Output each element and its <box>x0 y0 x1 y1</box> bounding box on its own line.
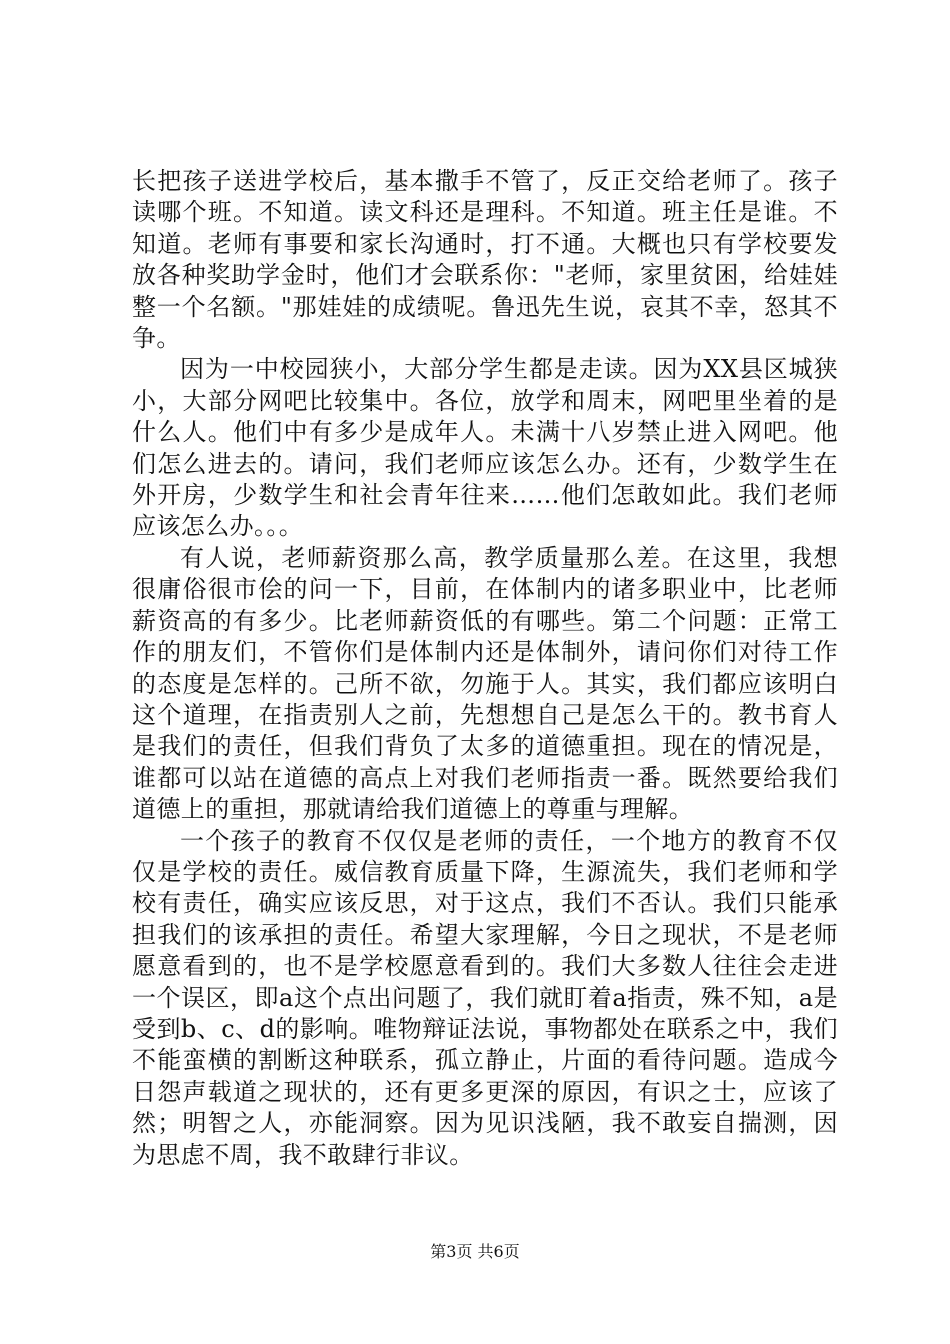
paragraph-4: 一个孩子的教育不仅仅是老师的责任，一个地方的教育不仅仅是学校的责任。威信教育质量下降，生源流失，我们老师和学校有责任，确实应该反思，对于这点，我们不否认。我们只能承担我们的该承担的责任。希望大家理解，今日之现状，不是老师愿意看到的，也不是学校愿意看到的。我们大多数人往往会走进一个误区，即a这个点出问题了，我们就盯着a指责，殊不知，a是受到b、c、d的影响。唯物辩证法说，事物都处在联系之中，我们不能蛮横的割断这种联系，孤立静止，片面的看待问题。造成今日怨声载道之现状的，还有更多更深的原因，有识之士，应该了然；明智之人，亦能洞察。因为见识浅陋，我不敢妄自揣测，因为思虑不周，我不敢肆行非议。 <box>132 826 838 1169</box>
paragraph-3: 有人说，老师薪资那么高，教学质量那么差。在这里，我想很庸俗很市侩的问一下，目前，在体制内的诸多职业中，比老师薪资高的有多少。比老师薪资低的有哪些。第二个问题：正常工作的朋友们，不管你们是体制内还是体制外，请问你们对待工作的态度是怎样的。己所不欲，勿施于人。其实，我们都应该明白这个道理，在指责别人之前，先想想自己是怎么干的。教书育人是我们的责任，但我们背负了太多的道德重担。现在的情况是，谁都可以站在道德的高点上对我们老师指责一番。既然要给我们道德上的重担，那就请给我们道德上的尊重与理解。 <box>132 543 838 824</box>
paragraph-1: 长把孩子送进学校后，基本撒手不管了，反正交给老师了。孩子读哪个班。不知道。读文科还是理科。不知道。班主任是谁。不知道。老师有事要和家长沟通时，打不通。大概也只有学校要发放各种奖助学金时，他们才会联系你："老师，家里贫困，给娃娃整一个名额。"那娃娃的成绩呢。鲁迅先生说，哀其不幸，怒其不争。 <box>132 167 838 353</box>
document-body <box>132 166 838 1171</box>
page-number-footer: 第3页 共6页 <box>430 1242 520 1261</box>
paragraph-2: 因为一中校园狭小，大部分学生都是走读。因为XX县区城狭小，大部分网吧比较集中。各位，放学和周末，网吧里坐着的是什么人。他们中有多少是成年人。未满十八岁禁止进入网吧。他们怎么进去的。请问，我们老师应该怎么办。还有，少数学生在外开房，少数学生和社会青年往来……他们怎敢如此。我们老师应该怎么办。。。 <box>132 355 838 541</box>
